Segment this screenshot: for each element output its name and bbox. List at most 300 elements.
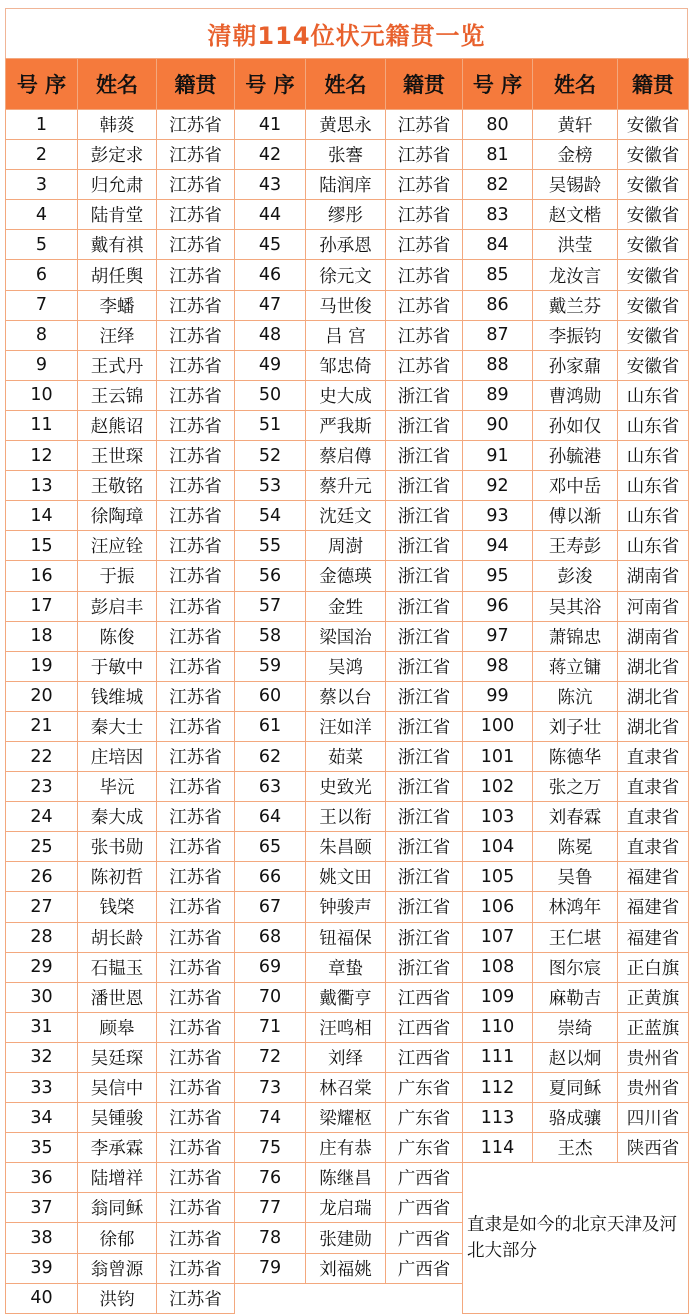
cell-origin: 江苏省 [157, 200, 235, 230]
header-origin-3: 籍贯 [618, 59, 689, 110]
cell-index: 74 [235, 1103, 306, 1133]
cell-name: 夏同稣 [533, 1073, 618, 1103]
cell-name: 翁同稣 [78, 1193, 157, 1223]
cell-name: 张之万 [533, 772, 618, 802]
cell-index: 3 [6, 170, 78, 200]
cell-name: 顾皋 [78, 1012, 157, 1042]
cell-name: 张謇 [306, 140, 386, 170]
cell-origin: 江苏省 [386, 230, 463, 260]
cell-name: 金甡 [306, 591, 386, 621]
cell-name: 王式丹 [78, 350, 157, 380]
cell-origin: 江苏省 [157, 832, 235, 862]
cell-name: 张书勋 [78, 832, 157, 862]
cell-index: 37 [6, 1193, 78, 1223]
cell-index: 77 [235, 1193, 306, 1223]
cell-index: 78 [235, 1223, 306, 1253]
cell-index: 110 [463, 1012, 533, 1042]
cell-index: 53 [235, 471, 306, 501]
cell-name: 钱棨 [78, 892, 157, 922]
cell-name: 吴锡龄 [533, 170, 618, 200]
cell-origin: 湖北省 [618, 711, 689, 741]
cell-index: 31 [6, 1012, 78, 1042]
header-index-2: 号 序 [235, 59, 306, 110]
cell-origin: 江苏省 [157, 1163, 235, 1193]
cell-index: 80 [463, 110, 533, 140]
cell-index: 33 [6, 1073, 78, 1103]
cell-index: 100 [463, 711, 533, 741]
cell-index: 15 [6, 531, 78, 561]
cell-name: 曹鸿勋 [533, 380, 618, 410]
cell-origin: 浙江省 [386, 832, 463, 862]
cell-name: 李承霖 [78, 1133, 157, 1163]
cell-name: 洪莹 [533, 230, 618, 260]
cell-index: 103 [463, 802, 533, 832]
cell-origin: 江苏省 [157, 230, 235, 260]
cell-origin: 贵州省 [618, 1042, 689, 1072]
cell-index: 24 [6, 802, 78, 832]
table-row [6, 862, 689, 892]
cell-index: 66 [235, 862, 306, 892]
cell-name: 林鸿年 [533, 892, 618, 922]
cell-index: 9 [6, 350, 78, 380]
cell-origin: 广西省 [386, 1193, 463, 1223]
cell-index: 113 [463, 1103, 533, 1133]
cell-origin: 广西省 [386, 1253, 463, 1283]
cell-index: 46 [235, 260, 306, 290]
table-row [6, 501, 689, 531]
cell-index: 67 [235, 892, 306, 922]
cell-origin: 山东省 [618, 410, 689, 440]
cell-index: 85 [463, 260, 533, 290]
cell-index: 8 [6, 320, 78, 350]
table-row [6, 922, 689, 952]
cell-index: 82 [463, 170, 533, 200]
cell-name: 龙启瑞 [306, 1193, 386, 1223]
cell-index: 12 [6, 441, 78, 471]
cell-origin: 江苏省 [386, 320, 463, 350]
cell-index: 59 [235, 651, 306, 681]
cell-origin: 江苏省 [157, 471, 235, 501]
cell-origin: 浙江省 [386, 802, 463, 832]
cell-index: 44 [235, 200, 306, 230]
cell-index: 29 [6, 952, 78, 982]
header-index-3: 号 序 [463, 59, 533, 110]
table-row [6, 410, 689, 440]
cell-origin: 广东省 [386, 1103, 463, 1133]
cell-name: 陈俊 [78, 621, 157, 651]
cell-origin: 福建省 [618, 922, 689, 952]
cell-index: 42 [235, 140, 306, 170]
cell-name: 戴兰芬 [533, 290, 618, 320]
cell-name: 蒋立镛 [533, 651, 618, 681]
cell-origin: 浙江省 [386, 952, 463, 982]
cell-name: 汪如洋 [306, 711, 386, 741]
table-row [6, 982, 689, 1012]
page-title: 清朝114位状元籍贯一览 [5, 8, 688, 58]
cell-index: 25 [6, 832, 78, 862]
cell-origin: 江苏省 [157, 380, 235, 410]
cell-name: 麻勒吉 [533, 982, 618, 1012]
cell-name: 吴廷琛 [78, 1042, 157, 1072]
cell-origin: 浙江省 [386, 862, 463, 892]
cell-origin: 浙江省 [386, 591, 463, 621]
cell-index: 98 [463, 651, 533, 681]
cell-origin: 浙江省 [386, 531, 463, 561]
table-row [6, 1163, 689, 1193]
cell-index: 61 [235, 711, 306, 741]
table-row [6, 681, 689, 711]
cell-name: 徐郁 [78, 1223, 157, 1253]
cell-origin: 江苏省 [157, 772, 235, 802]
cell-index: 86 [463, 290, 533, 320]
table-row [6, 651, 689, 681]
cell-index: 22 [6, 741, 78, 771]
cell-name: 金榜 [533, 140, 618, 170]
cell-index: 88 [463, 350, 533, 380]
cell-origin: 浙江省 [386, 711, 463, 741]
cell-origin: 广西省 [386, 1163, 463, 1193]
cell-index: 70 [235, 982, 306, 1012]
cell-origin: 湖南省 [618, 561, 689, 591]
cell-index: 55 [235, 531, 306, 561]
table-row [6, 772, 689, 802]
cell-origin: 福建省 [618, 892, 689, 922]
cell-index: 71 [235, 1012, 306, 1042]
cell-origin: 山东省 [618, 441, 689, 471]
cell-index: 34 [6, 1103, 78, 1133]
cell-index: 87 [463, 320, 533, 350]
cell-index: 26 [6, 862, 78, 892]
cell-name: 刘子壮 [533, 711, 618, 741]
cell-index: 104 [463, 832, 533, 862]
cell-origin: 江苏省 [157, 441, 235, 471]
cell-name: 潘世恩 [78, 982, 157, 1012]
cell-name: 赵以炯 [533, 1042, 618, 1072]
cell-origin: 安徽省 [618, 230, 689, 260]
cell-name: 石韫玉 [78, 952, 157, 982]
table-header-row [6, 59, 689, 110]
cell-origin: 山东省 [618, 531, 689, 561]
table-row [6, 531, 689, 561]
cell-origin: 江西省 [386, 1012, 463, 1042]
table-row [6, 802, 689, 832]
cell-index: 92 [463, 471, 533, 501]
cell-name: 彭启丰 [78, 591, 157, 621]
cell-name: 翁曾源 [78, 1253, 157, 1283]
cell-origin: 浙江省 [386, 471, 463, 501]
cell-origin: 江苏省 [157, 1253, 235, 1283]
cell-name: 洪钧 [78, 1283, 157, 1313]
cell-origin: 江苏省 [157, 1073, 235, 1103]
cell-name: 蔡以台 [306, 681, 386, 711]
cell-origin: 江西省 [386, 1042, 463, 1072]
cell-name: 庄培因 [78, 741, 157, 771]
cell-name: 孙如仅 [533, 410, 618, 440]
table-row [6, 471, 689, 501]
cell-index: 106 [463, 892, 533, 922]
cell-name: 陈继昌 [306, 1163, 386, 1193]
cell-origin: 浙江省 [386, 772, 463, 802]
cell-origin: 江苏省 [386, 170, 463, 200]
cell-name: 缪彤 [306, 200, 386, 230]
cell-origin: 江苏省 [157, 290, 235, 320]
cell-index: 101 [463, 741, 533, 771]
header-name-1: 姓名 [78, 59, 157, 110]
cell-name: 吴鸿 [306, 651, 386, 681]
table-row [6, 140, 689, 170]
cell-index: 60 [235, 681, 306, 711]
empty-cell [235, 1283, 463, 1313]
cell-index: 81 [463, 140, 533, 170]
cell-origin: 浙江省 [386, 651, 463, 681]
cell-name: 邹忠倚 [306, 350, 386, 380]
cell-origin: 安徽省 [618, 290, 689, 320]
cell-index: 1 [6, 110, 78, 140]
cell-name: 陈德华 [533, 741, 618, 771]
header-index-1: 号 序 [6, 59, 78, 110]
cell-index: 63 [235, 772, 306, 802]
cell-name: 傅以渐 [533, 501, 618, 531]
cell-index: 73 [235, 1073, 306, 1103]
cell-name: 汪鸣相 [306, 1012, 386, 1042]
cell-name: 沈廷文 [306, 501, 386, 531]
cell-index: 23 [6, 772, 78, 802]
cell-index: 11 [6, 410, 78, 440]
cell-name: 萧锦忠 [533, 621, 618, 651]
cell-name: 归允肃 [78, 170, 157, 200]
cell-origin: 安徽省 [618, 350, 689, 380]
cell-origin: 山东省 [618, 380, 689, 410]
cell-origin: 江苏省 [157, 531, 235, 561]
cell-name: 刘春霖 [533, 802, 618, 832]
table-row [6, 320, 689, 350]
cell-origin: 湖北省 [618, 651, 689, 681]
cell-origin: 浙江省 [386, 501, 463, 531]
cell-origin: 浙江省 [386, 441, 463, 471]
cell-name: 秦大士 [78, 711, 157, 741]
cell-name: 吴其浴 [533, 591, 618, 621]
cell-index: 17 [6, 591, 78, 621]
table-row [6, 200, 689, 230]
cell-index: 2 [6, 140, 78, 170]
table-row [6, 892, 689, 922]
cell-index: 43 [235, 170, 306, 200]
table-row [6, 260, 689, 290]
cell-name: 朱昌颐 [306, 832, 386, 862]
cell-origin: 浙江省 [386, 681, 463, 711]
cell-index: 40 [6, 1283, 78, 1313]
cell-name: 姚文田 [306, 862, 386, 892]
table-row [6, 441, 689, 471]
cell-origin: 江苏省 [386, 260, 463, 290]
cell-name: 陈冕 [533, 832, 618, 862]
cell-name: 钮福保 [306, 922, 386, 952]
cell-origin: 浙江省 [386, 561, 463, 591]
cell-index: 65 [235, 832, 306, 862]
cell-name: 吴锺骏 [78, 1103, 157, 1133]
cell-origin: 江苏省 [157, 1133, 235, 1163]
cell-name: 李振钧 [533, 320, 618, 350]
cell-name: 王寿彭 [533, 531, 618, 561]
cell-name: 史致光 [306, 772, 386, 802]
cell-name: 梁国治 [306, 621, 386, 651]
cell-index: 79 [235, 1253, 306, 1283]
header-name-2: 姓名 [306, 59, 386, 110]
cell-name: 陆肯堂 [78, 200, 157, 230]
table-row [6, 170, 689, 200]
cell-index: 68 [235, 922, 306, 952]
cell-origin: 浙江省 [386, 741, 463, 771]
table-row [6, 1073, 689, 1103]
cell-origin: 江苏省 [386, 350, 463, 380]
cell-name: 崇绮 [533, 1012, 618, 1042]
cell-origin: 江苏省 [157, 982, 235, 1012]
table-row [6, 110, 689, 140]
cell-index: 54 [235, 501, 306, 531]
cell-origin: 江苏省 [157, 651, 235, 681]
cell-index: 51 [235, 410, 306, 440]
cell-name: 赵文楷 [533, 200, 618, 230]
cell-index: 28 [6, 922, 78, 952]
cell-origin: 江苏省 [157, 1193, 235, 1223]
cell-origin: 江苏省 [157, 1042, 235, 1072]
cell-origin: 山东省 [618, 471, 689, 501]
cell-index: 93 [463, 501, 533, 531]
cell-name: 庄有恭 [306, 1133, 386, 1163]
table-row [6, 350, 689, 380]
cell-origin: 四川省 [618, 1103, 689, 1133]
cell-index: 19 [6, 651, 78, 681]
cell-origin: 安徽省 [618, 170, 689, 200]
cell-index: 38 [6, 1223, 78, 1253]
cell-name: 金德瑛 [306, 561, 386, 591]
cell-index: 105 [463, 862, 533, 892]
cell-index: 45 [235, 230, 306, 260]
cell-index: 69 [235, 952, 306, 982]
cell-origin: 江苏省 [386, 110, 463, 140]
cell-origin: 贵州省 [618, 1073, 689, 1103]
cell-origin: 浙江省 [386, 892, 463, 922]
cell-name: 徐陶璋 [78, 501, 157, 531]
cell-name: 周澍 [306, 531, 386, 561]
cell-index: 6 [6, 260, 78, 290]
cell-index: 95 [463, 561, 533, 591]
cell-index: 30 [6, 982, 78, 1012]
cell-name: 吴信中 [78, 1073, 157, 1103]
cell-name: 严我斯 [306, 410, 386, 440]
note-text: 直隶是如今的北京天津及河北大部分 [463, 1163, 689, 1313]
cell-index: 10 [6, 380, 78, 410]
cell-index: 47 [235, 290, 306, 320]
cell-name: 王以衔 [306, 802, 386, 832]
cell-origin: 安徽省 [618, 320, 689, 350]
cell-name: 林召棠 [306, 1073, 386, 1103]
cell-name: 王云锦 [78, 380, 157, 410]
cell-index: 20 [6, 681, 78, 711]
cell-origin: 江苏省 [157, 1012, 235, 1042]
cell-name: 吕 宫 [306, 320, 386, 350]
cell-origin: 江苏省 [157, 410, 235, 440]
cell-origin: 广东省 [386, 1133, 463, 1163]
cell-name: 戴衢亨 [306, 982, 386, 1012]
table-row [6, 1012, 689, 1042]
cell-origin: 浙江省 [386, 410, 463, 440]
cell-name: 王敬铭 [78, 471, 157, 501]
table-row [6, 290, 689, 320]
cell-name: 汪应铨 [78, 531, 157, 561]
cell-name: 刘绎 [306, 1042, 386, 1072]
cell-origin: 浙江省 [386, 922, 463, 952]
cell-origin: 直隶省 [618, 802, 689, 832]
cell-origin: 湖北省 [618, 681, 689, 711]
cell-origin: 江苏省 [157, 892, 235, 922]
cell-name: 于振 [78, 561, 157, 591]
header-origin-1: 籍贯 [157, 59, 235, 110]
cell-name: 彭定求 [78, 140, 157, 170]
cell-name: 龙汝言 [533, 260, 618, 290]
cell-index: 102 [463, 772, 533, 802]
cell-index: 21 [6, 711, 78, 741]
cell-origin: 安徽省 [618, 200, 689, 230]
cell-index: 58 [235, 621, 306, 651]
cell-origin: 江西省 [386, 982, 463, 1012]
table-row [6, 561, 689, 591]
cell-name: 骆成骧 [533, 1103, 618, 1133]
cell-index: 27 [6, 892, 78, 922]
cell-origin: 江苏省 [157, 110, 235, 140]
cell-origin: 正白旗 [618, 952, 689, 982]
cell-name: 蔡启僔 [306, 441, 386, 471]
cell-name: 吴鲁 [533, 862, 618, 892]
cell-index: 72 [235, 1042, 306, 1072]
cell-name: 王杰 [533, 1133, 618, 1163]
cell-name: 毕沅 [78, 772, 157, 802]
cell-name: 戴有祺 [78, 230, 157, 260]
cell-index: 112 [463, 1073, 533, 1103]
cell-name: 孙承恩 [306, 230, 386, 260]
cell-origin: 江苏省 [386, 200, 463, 230]
cell-name: 陈沆 [533, 681, 618, 711]
scholar-table [5, 58, 689, 1314]
cell-index: 64 [235, 802, 306, 832]
cell-origin: 江苏省 [157, 1283, 235, 1313]
cell-index: 62 [235, 741, 306, 771]
cell-index: 14 [6, 501, 78, 531]
cell-index: 84 [463, 230, 533, 260]
cell-origin: 江苏省 [386, 140, 463, 170]
cell-origin: 正黄旗 [618, 982, 689, 1012]
cell-origin: 江苏省 [157, 350, 235, 380]
cell-name: 王仁堪 [533, 922, 618, 952]
cell-origin: 正蓝旗 [618, 1012, 689, 1042]
cell-index: 5 [6, 230, 78, 260]
cell-origin: 浙江省 [386, 621, 463, 651]
cell-index: 4 [6, 200, 78, 230]
cell-index: 75 [235, 1133, 306, 1163]
cell-origin: 山东省 [618, 501, 689, 531]
cell-origin: 河南省 [618, 591, 689, 621]
cell-index: 114 [463, 1133, 533, 1163]
cell-index: 35 [6, 1133, 78, 1163]
table-row [6, 380, 689, 410]
cell-name: 赵熊诏 [78, 410, 157, 440]
cell-index: 7 [6, 290, 78, 320]
cell-name: 史大成 [306, 380, 386, 410]
table-row [6, 591, 689, 621]
cell-name: 秦大成 [78, 802, 157, 832]
cell-origin: 江苏省 [157, 501, 235, 531]
cell-index: 39 [6, 1253, 78, 1283]
